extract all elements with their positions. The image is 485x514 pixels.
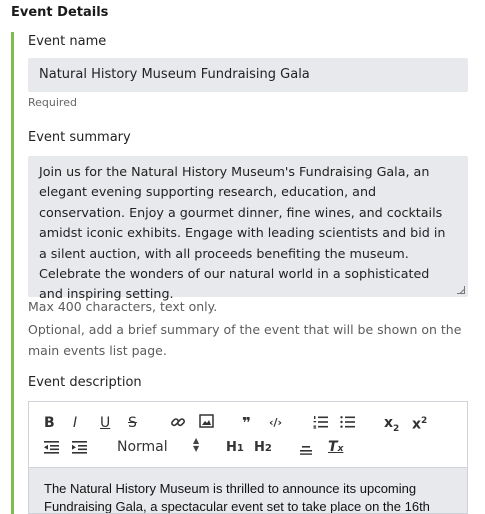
summary-max-hint: Max 400 characters, text only. [28, 299, 218, 314]
select-chevron-icon[interactable]: ▲ ▼ [193, 436, 200, 453]
h1-button[interactable]: H1 [226, 440, 244, 455]
event-description-label: Event description [28, 375, 142, 390]
subscript-icon[interactable]: $x_2$ [384, 415, 400, 434]
blockquote-icon[interactable]: ❞ [242, 414, 251, 432]
strike-button[interactable]: S [128, 415, 137, 431]
indent-icon[interactable] [72, 440, 87, 459]
image-icon[interactable] [199, 414, 214, 433]
h2-button[interactable]: H2 [254, 440, 272, 455]
event-name-input[interactable]: Natural History Museum Fundraising Gala [28, 58, 468, 92]
heading-select[interactable]: Normal [117, 439, 168, 455]
summary-optional-hint: Optional, add a brief summary of the event that will be shown on the main events list page. [28, 322, 462, 358]
ordered-list-icon[interactable] [313, 415, 328, 434]
clear-format-icon[interactable]: Tx [328, 439, 344, 455]
underline-button[interactable]: U [100, 415, 111, 431]
section-accent-bar [11, 32, 14, 514]
event-summary-textarea[interactable] [28, 156, 468, 302]
event-name-label: Event name [28, 34, 107, 49]
bold-button[interactable]: B [44, 415, 55, 431]
event-name-required-hint: Required [28, 96, 77, 109]
align-icon[interactable] [299, 441, 313, 460]
superscript-icon[interactable]: $x^2$ [412, 416, 428, 433]
italic-button[interactable]: I [73, 415, 78, 431]
section-title: Event Details [11, 5, 109, 20]
rich-text-editor [28, 401, 468, 514]
event-summary-text: Join us for the Natural History Museum's Fundraising Gala, an elegant evening supporting research, education, and conservation. Enjoy a gourmet dinner, fine wines, and cocktails amidst iconic exhibits. Engage with leading scientists and bid in a silent auction, with all proceeds benefiting the museum. Celebrate the wonders of our natural world in a sophisticated and inspiring setting. [39, 164, 446, 302]
editor-toolbar [29, 402, 467, 467]
resize-handle-icon[interactable] [457, 286, 465, 294]
code-icon[interactable]: ‹/› [269, 416, 283, 429]
event-summary-label: Event summary [28, 130, 131, 145]
link-icon[interactable] [170, 414, 186, 435]
outdent-icon[interactable] [44, 440, 59, 459]
bullet-list-icon[interactable] [340, 415, 355, 434]
editor-content[interactable]: The Natural History Museum is thrilled to announce its upcoming Fundraising Gala, a spectacular event set to take place on the 16th [29, 467, 467, 514]
